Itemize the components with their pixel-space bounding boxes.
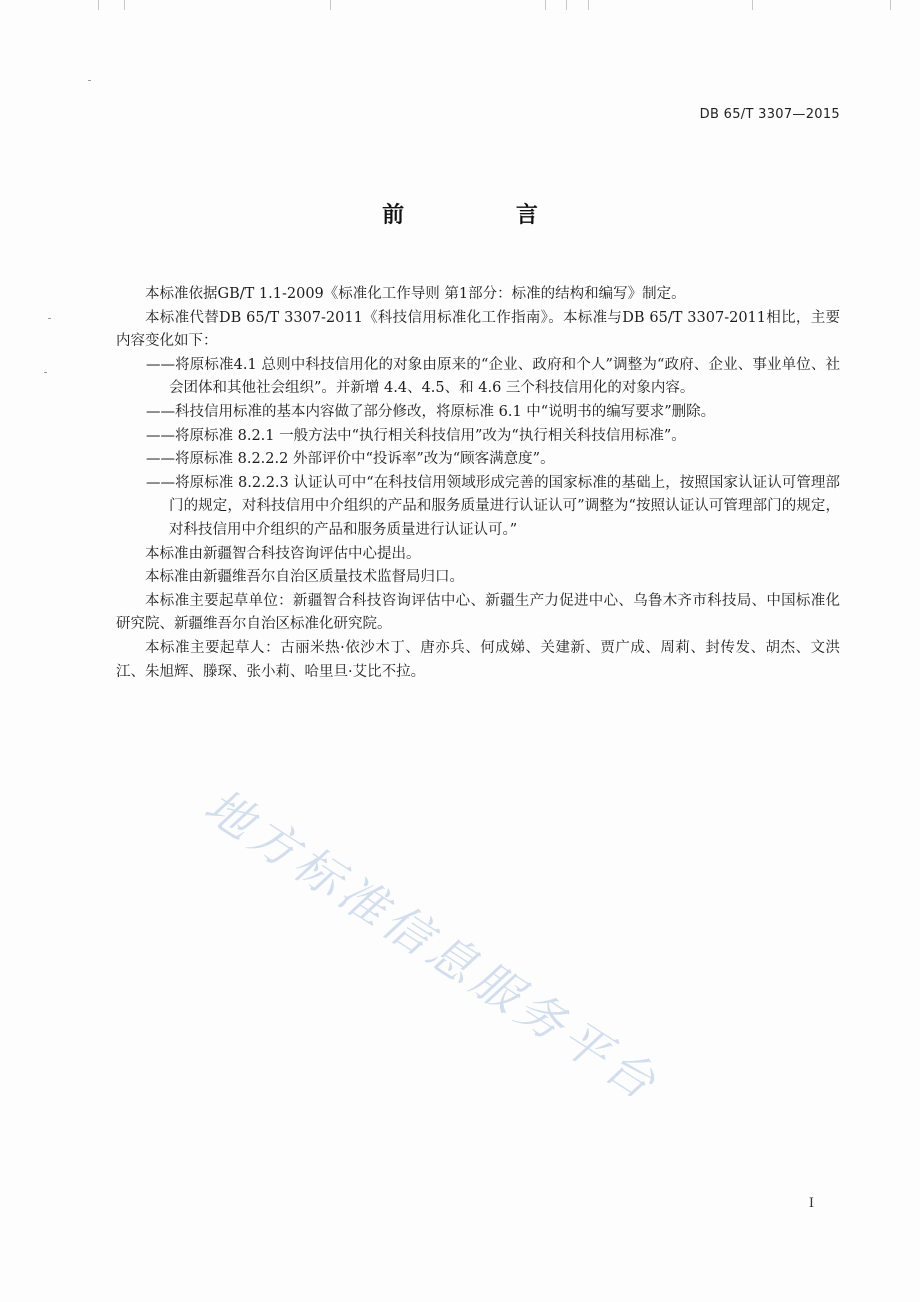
change-item: ——将原标准 8.2.2.3 认证认可中“在科技信用领域形成完善的国家标准的基础上，按照国家认证认可管理部门的规定，对科技信用中介组织的产品和服务质量进行认证认可”调整为“按照认证认可管理部门的规定，对科技信用中介组织的产品和服务质量进行认证认可。” <box>146 474 840 538</box>
paragraph-proposer: 本标准由新疆智合科技咨询评估中心提出。 <box>145 545 421 562</box>
scan-speck <box>44 372 47 373</box>
change-item: ——将原标准 8.2.2.2 外部评价中“投诉率”改为“顾客满意度”。 <box>146 451 555 468</box>
paragraph-drafters: 本标准主要起草人：古丽米热·依沙木丁、唐亦兵、何成娣、关建新、贾广成、周莉、封传发、胡杰、文洪江、朱旭辉、滕琛、张小莉、哈里旦·艾比不拉。 <box>116 639 840 680</box>
change-item: ——科技信用标准的基本内容做了部分修改，将原标准 6.1 中“说明书的编写要求”删除。 <box>146 403 716 420</box>
paragraph-basis: 本标准依据GB/T 1.1-2009《标准化工作导则 第1部分：标准的结构和编写》制定。 <box>145 286 686 302</box>
paragraph-drafting-units: 本标准主要起草单位：新疆智合科技咨询评估中心、新疆生产力促进中心、乌鲁木齐市科技局、中国标准化研究院、新疆维吾尔自治区标准化研究院。 <box>116 592 840 633</box>
page-title: 前 言 <box>382 203 590 228</box>
scan-speck <box>48 318 51 319</box>
change-item: ——将原标准4.1 总则中科技信用化的对象由原来的“企业、政府和个人”调整为“政府、企业、事业单位、社会团体和其他社会组织”。并新增 4.4、4.5、和 4.6 三个科技信用化的对象内容。 <box>146 356 840 397</box>
watermark-text: 地方标准信息服务平台 <box>194 778 670 1114</box>
scan-edge-marks <box>0 0 920 12</box>
change-item: ——将原标准 8.2.1 一般方法中“执行相关科技信用”改为“执行相关科技信用标准”。 <box>146 427 686 444</box>
foreword-body <box>116 283 840 684</box>
scan-speck <box>88 80 91 81</box>
paragraph-replaces: 本标准代替DB 65/T 3307-2011《科技信用标准化工作指南》。本标准与DB 65/T 3307-2011相比，主要内容变化如下： <box>116 309 840 350</box>
page-number: I <box>808 1196 814 1211</box>
paragraph-administrator: 本标准由新疆维吾尔自治区质量技术监督局归口。 <box>145 569 464 586</box>
standard-code: DB 65/T 3307—2015 <box>699 107 840 122</box>
